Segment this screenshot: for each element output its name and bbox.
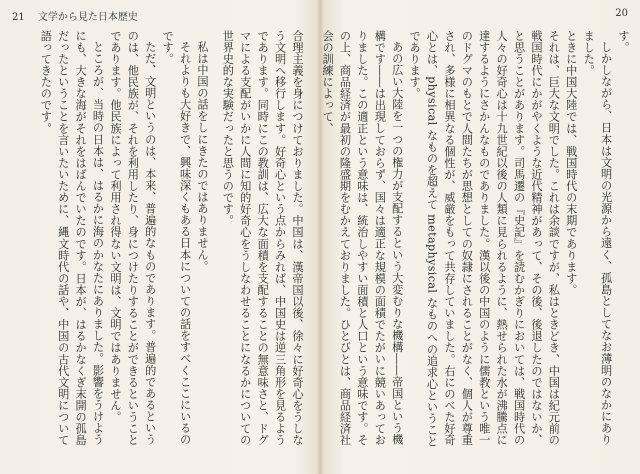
paragraph: あの広い大陸を一つの権力が支配するという大変むりな機構――帝国という機構です――は出現しておらず、国々は適正な規模の面積でたがいに競いあっておりました。この適正という意味は、統治しやすい面積と人口という意味です。その上、商品経済が最初の隆盛期をむかえておりました。ひとびとは、商品経済社会の訓練によって、 — [321, 30, 404, 446]
paragraph-gap — [211, 30, 219, 456]
left-page-body — [6, 30, 306, 456]
left-page-header — [12, 8, 138, 24]
right-page-number: 20 — [615, 8, 628, 19]
paragraph-continued-right: す。 — [617, 30, 630, 54]
right-page — [322, 0, 640, 474]
paragraph: しかしながら、日本は文明の光源から遠く、孤島としてなお薄明のなかにありました。 — [582, 30, 613, 446]
paragraph: それよりも大好きで、興味深くもある日本についての話をすべくここにいるのです。 — [161, 30, 192, 446]
paragraph: それは、巨大な文明でした。これは余談ですが、私はときどき、中国は紀元前の戦国時代にかがやくような近代精神があって、その後、後退したのではないか、と思うことがあります。司馬遷の『史記』を読むかぎりにおいては、戦国時代の人々の好奇心は十九世紀以後の人類に見られるように、熱せられた水が沸騰点に達するようにさかんなものでありました。漢以後の中国のように儒教という唯一のドグマのもとで人間たちが思想としての奴隷にされることがなく、個人が尊重され、多様に相異なる個性が、威厳をもって共存していました。右にのべた好奇心とは、physical なものを超えて metaphysical なものへの追求心ということであります。 — [408, 30, 561, 448]
left-page-number: 21 — [12, 12, 25, 23]
right-page-header — [615, 8, 628, 24]
right-page-body — [321, 30, 632, 456]
paragraph: ところが、当時の日本は、はるかに海のかなたにありました。影響をうけようにも、大きな海がそれをはばんでいたのです。日本が、はるかなくぎ末開の孤島だったということを言いたいために、縄文時代の話や、中国の古代文明について語ってきたのです。 — [39, 30, 105, 446]
left-page — [0, 0, 318, 474]
paragraph: ただ、文明というのは、本来、普遍的なものであります。普遍的であるというのは、他民族が、それを利用したり、身につけたりすることができるということであります。他民族によって利用され得ない文明は、文明ではありません。 — [108, 30, 157, 446]
running-title: 文学から見た日本歴史 — [37, 12, 138, 23]
paragraph-continued-left: 合理主義を身につけておりました。中国は、漢帝国以後、徐々に好奇心をうしなう文明へ移行します。好奇心という点からみれば、中国史は逆三角形を見るようであります。同時にこの教訓は、広大な面積を支配することの無意味さと、ドグマによる支配がいかに人間に知的好奇心をうしなわせることになるかについての世界史的な実験だったと思うのです。 — [221, 30, 304, 446]
paragraph: ときに中国大陸では、戦国時代の末期であります。 — [564, 30, 578, 296]
paragraph: 私は中国の話をしにきたのではありません。 — [195, 41, 209, 273]
